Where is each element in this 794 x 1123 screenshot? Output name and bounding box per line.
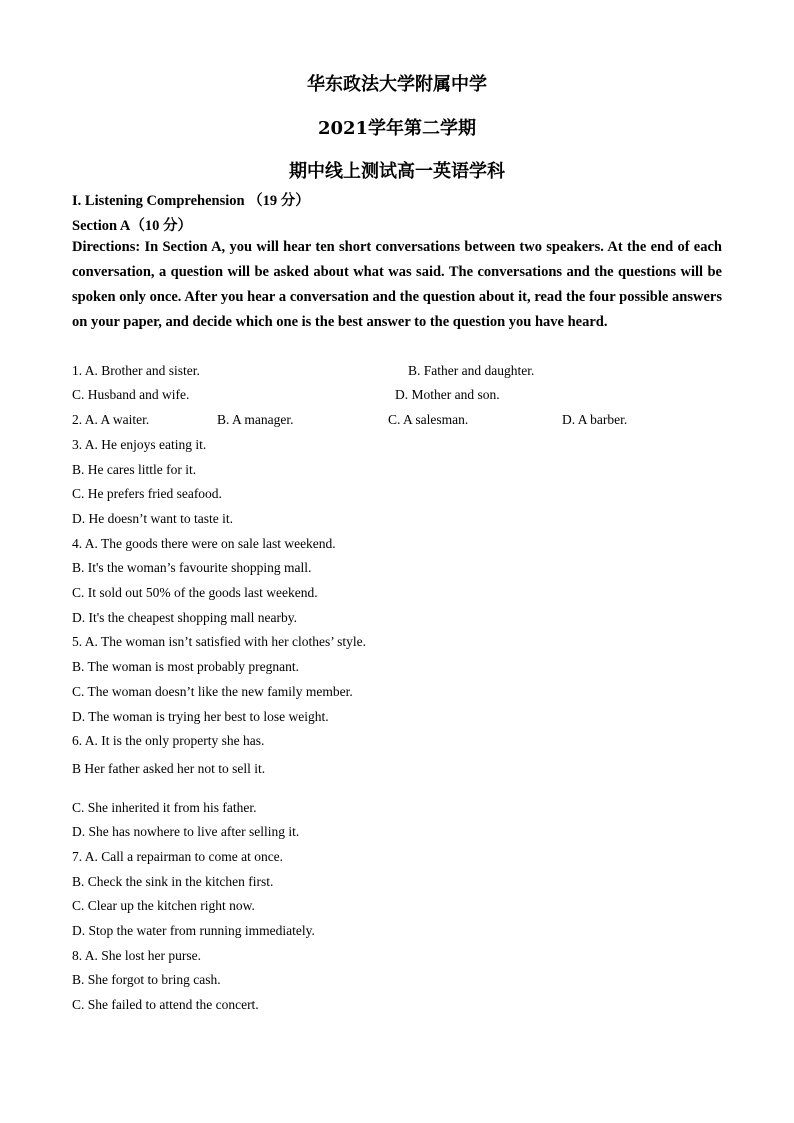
q5-option-b: B. The woman is most probably pregnant. [72,659,299,674]
q8-option-a: 8. A. She lost her purse. [72,948,201,963]
directions-text: Directions: In Section A, you will hear ten short conversations between two speakers. At the end of each conversation, a question will be asked about what was said. The conversations and the questions will be spoken only once. After you hear a conversation and the question about it, read the four possible answers on your paper, and decide which one is the best answer to the question you have heard. [72,239,722,330]
q3-option-b: B. He cares little for it. [72,462,197,477]
q1-option-a: 1. A. Brother and sister. [72,363,200,378]
q7-option-c: C. Clear up the kitchen right now. [72,898,255,913]
q4-option-c: C. It sold out 50% of the goods last weekend. [72,585,318,600]
q3-option-c: C. He prefers fried seafood. [72,486,222,501]
q8-option-b: B. She forgot to bring cash. [72,972,221,987]
q6-option-a: 6. A. It is the only property she has. [72,733,265,748]
q7-option-d: D. Stop the water from running immediately. [72,923,315,938]
section-heading: Section A（10 分） [72,218,193,234]
q2-option-a: 2. A. A waiter. [72,412,150,427]
q7-option-a: 7. A. Call a repairman to come at once. [72,849,284,864]
q6-option-d: D. She has nowhere to live after selling it. [72,824,300,839]
school-title: 华东政法大学附属中学 [307,74,487,95]
q4-option-b: B. It's the woman’s favourite shopping mall. [72,560,312,575]
q8-option-c: C. She failed to attend the concert. [72,997,259,1012]
q2-option-d: D. A barber. [562,412,628,427]
q4-option-d: D. It's the cheapest shopping mall nearby. [72,610,297,625]
q2-option-c: C. A salesman. [388,412,469,427]
q4-option-a: 4. A. The goods there were on sale last weekend. [72,536,336,551]
q2-option-b: B. A manager. [217,412,294,427]
q6-option-c: C. She inherited it from his father. [72,800,257,815]
q3-option-d: D. He doesn’t want to taste it. [72,511,233,526]
q1-option-b: B. Father and daughter. [408,363,535,378]
exam-title: 期中线上测试高一英语学科 [289,161,505,182]
q1-option-d: D. Mother and son. [395,387,500,402]
term-title: 2021学年第二学期 [317,118,477,139]
q7-option-b: B. Check the sink in the kitchen first. [72,874,274,889]
part-heading: I. Listening Comprehension （19 分） [72,193,310,209]
q5-option-d: D. The woman is trying her best to lose weight. [72,709,329,724]
q3-option-a: 3. A. He enjoys eating it. [72,437,207,452]
q5-option-a: 5. A. The woman isn’t satisfied with her clothes’ style. [72,634,366,649]
q5-option-c: C. The woman doesn’t like the new family member. [72,684,353,699]
q1-option-c: C. Husband and wife. [72,387,190,402]
q6-option-b: B Her father asked her not to sell it. [72,761,266,776]
